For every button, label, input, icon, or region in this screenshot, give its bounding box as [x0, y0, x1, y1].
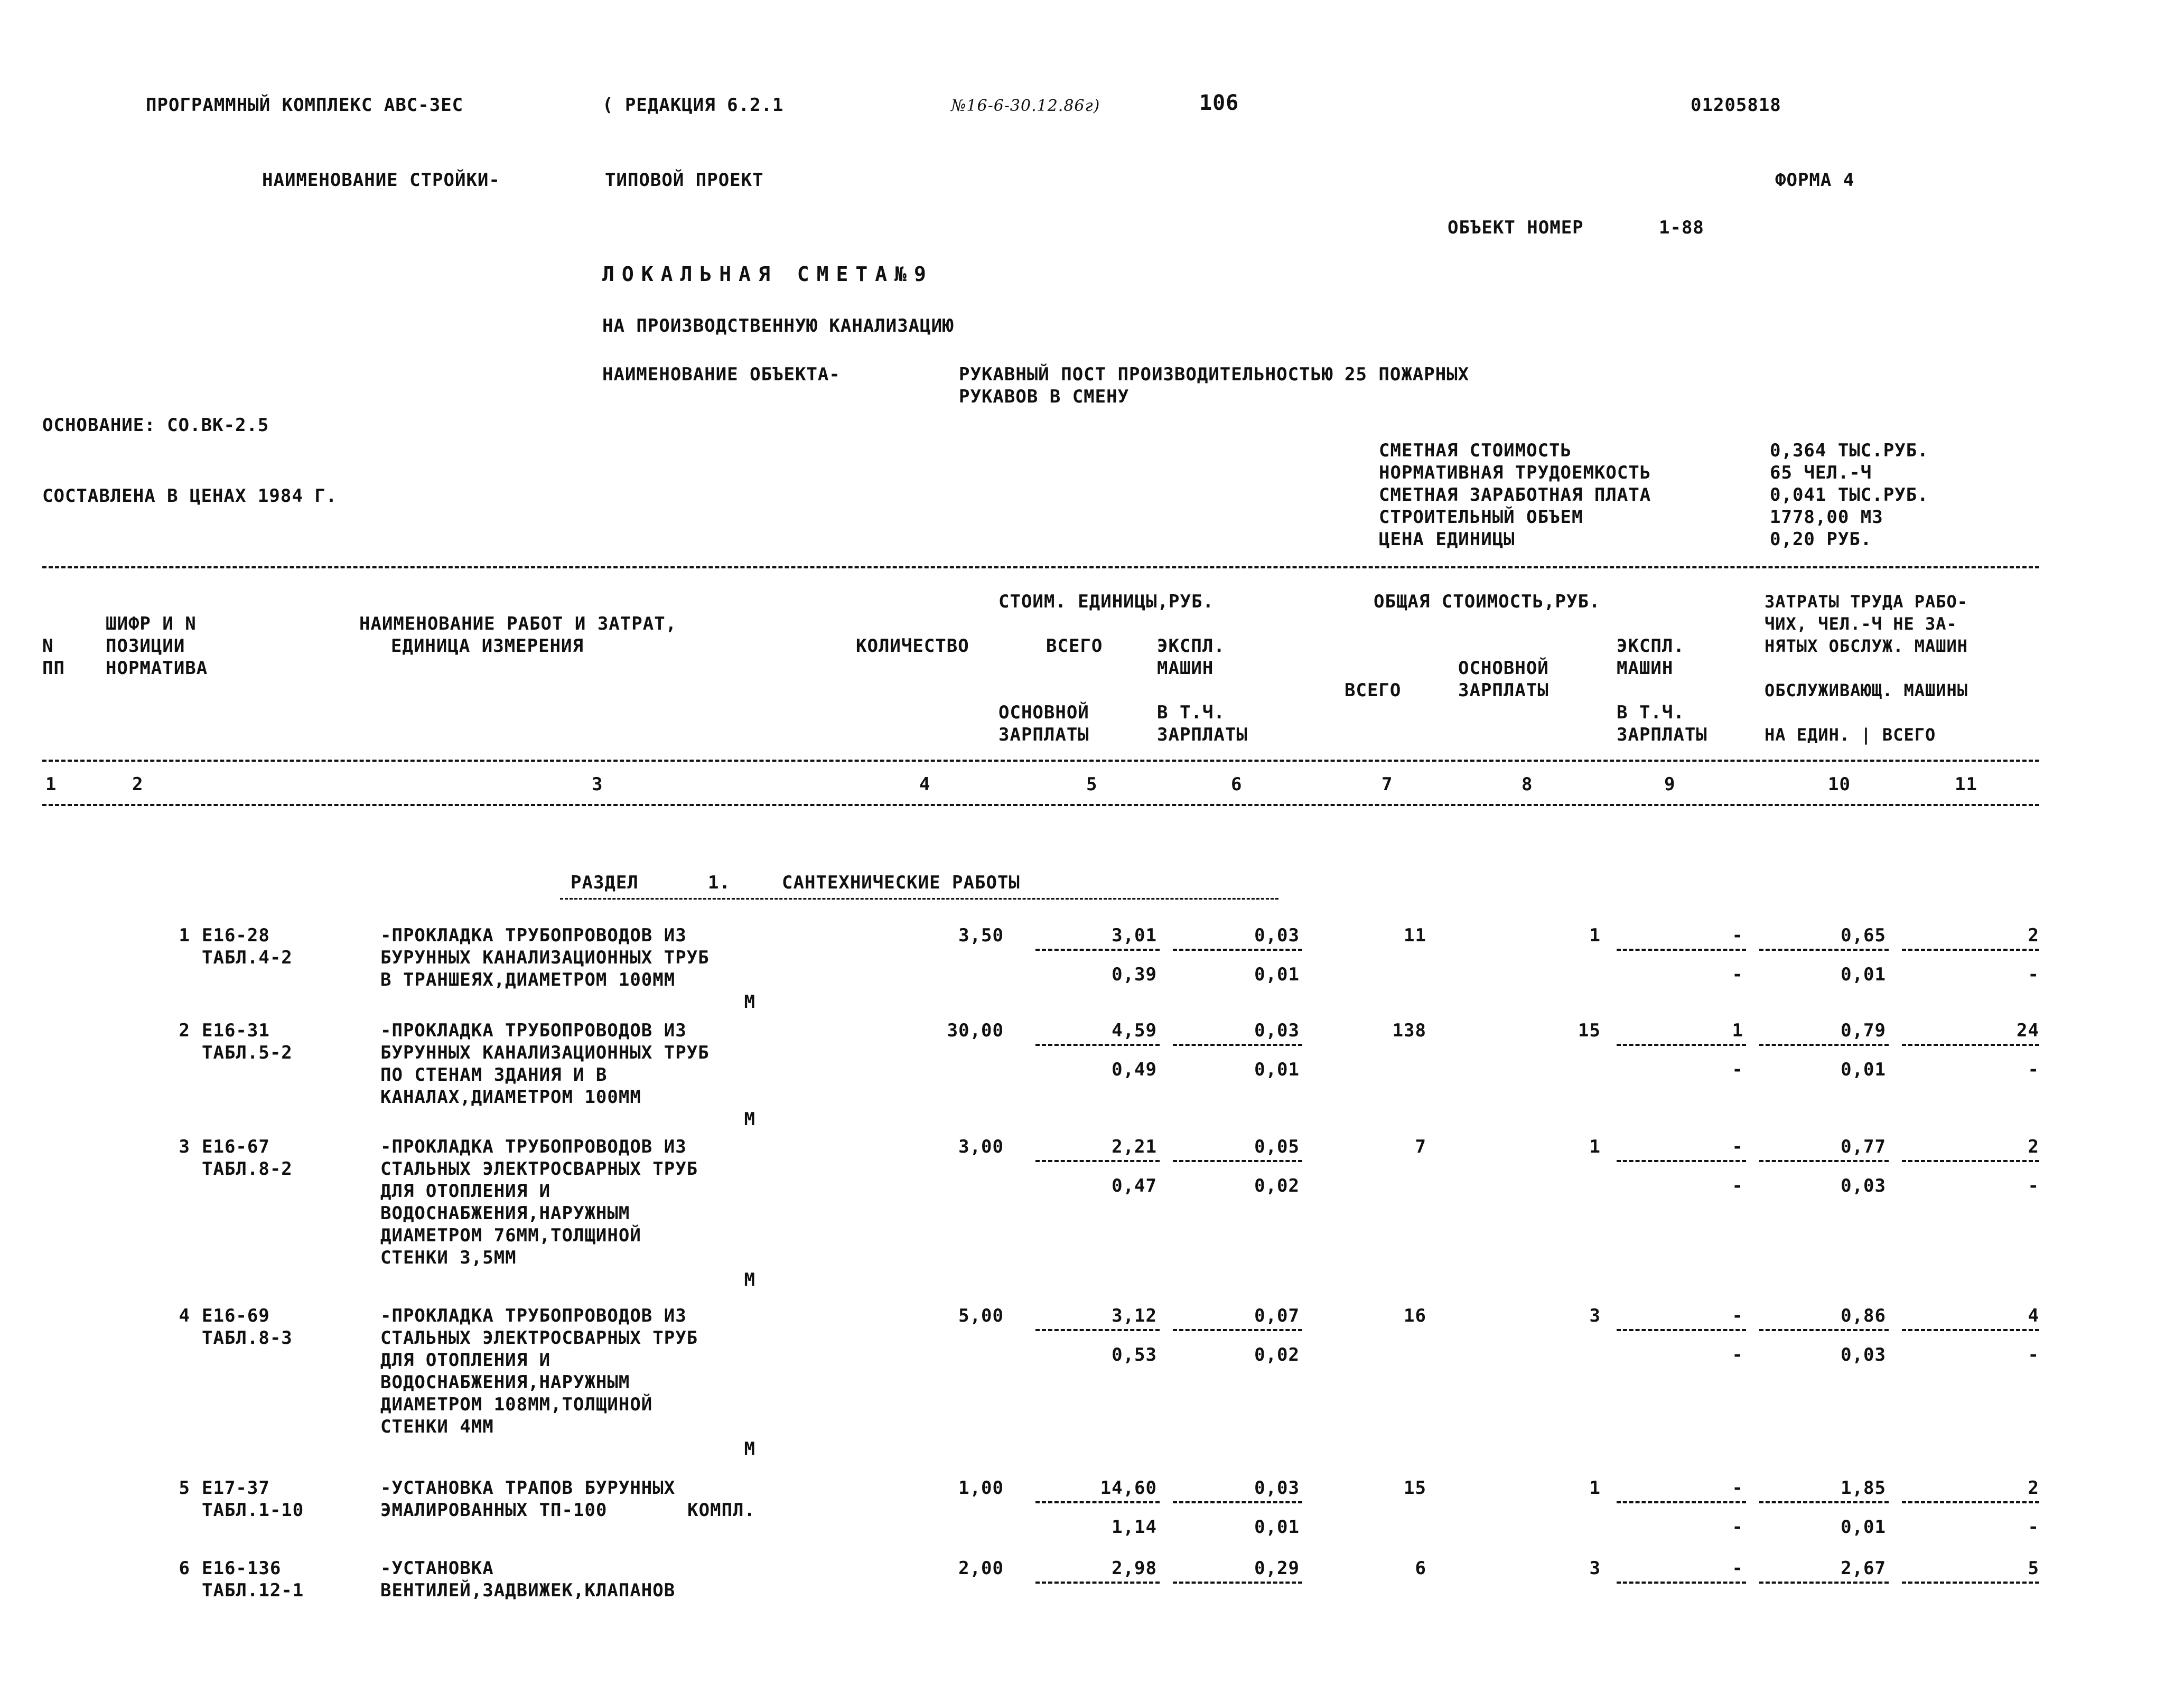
row-labor-total-2: - [2028, 1344, 2039, 1365]
row-unit-machines: 0,03 [1254, 1020, 1300, 1041]
subtotal-dash-line [1902, 949, 2039, 951]
subtotal-dash-line [1759, 1044, 1889, 1046]
row-total-all: 11 [1404, 925, 1426, 946]
doc-code: 01205818 [1691, 95, 1781, 116]
subtotal-dash-line [1902, 1582, 2039, 1584]
summary-value: 65 ЧЕЛ.-Ч [1770, 462, 1872, 483]
unit-cost-header: СТОИМ. ЕДИНИЦЫ,РУБ. [998, 591, 1214, 612]
row-unit-incl: 0,01 [1254, 964, 1300, 985]
row-labor-unit: 2,67 [1841, 1558, 1886, 1579]
row-code: Е16-69 [202, 1305, 270, 1326]
row-table: ТАБЛ.5-2 [202, 1042, 293, 1063]
object-name-line1: РУКАВНЫЙ ПОСТ ПРОИЗВОДИТЕЛЬНОСТЬЮ 25 ПОЖАРНЫХ [959, 364, 1470, 385]
row-quantity: 3,50 [958, 925, 1004, 946]
row-number: 3 [179, 1136, 190, 1157]
summary-label: СМЕТНАЯ СТОИМОСТЬ [1379, 440, 1572, 461]
row-quantity: 1,00 [958, 1477, 1004, 1499]
subtotal-dash-line [1173, 1501, 1302, 1503]
column-number: 5 [1086, 774, 1098, 795]
row-unit-machines: 0,03 [1254, 925, 1300, 946]
subtotal-dash-line [1617, 1160, 1746, 1162]
row-description-line: СТЕНКИ 4ММ [380, 1416, 494, 1437]
row-total-incl: - [1732, 1517, 1743, 1538]
row-total-all: 15 [1404, 1477, 1426, 1499]
row-description-line: -ПРОКЛАДКА ТРУБОПРОВОДОВ ИЗ [380, 1020, 687, 1041]
form-label: ФОРМА 4 [1775, 170, 1855, 191]
row-description-line: КАНАЛАХ,ДИАМЕТРОМ 100ММ [380, 1087, 641, 1108]
summary-value: 0,364 ТЫС.РУБ. [1770, 440, 1929, 461]
row-unit-total: 14,60 [1100, 1477, 1157, 1499]
column-number: 3 [592, 774, 603, 795]
row-number: 2 [179, 1020, 190, 1041]
unit-basic-header: ЗАРПЛАТЫ [998, 724, 1089, 745]
row-unit-basic: 0,47 [1112, 1175, 1157, 1196]
col-number-header: N [42, 635, 54, 657]
row-table: ТАБЛ.8-2 [202, 1158, 293, 1180]
row-number: 5 [179, 1477, 190, 1499]
row-table: ТАБЛ.8-3 [202, 1327, 293, 1349]
row-labor-unit: 0,65 [1841, 925, 1886, 946]
row-total-basic: 15 [1578, 1020, 1601, 1041]
subtotal-dash-line [1617, 1044, 1746, 1046]
unit-machines-header: ЭКСПЛ. [1157, 635, 1225, 657]
column-number: 10 [1828, 774, 1851, 795]
page-number: 106 [1199, 91, 1239, 115]
column-number: 8 [1522, 774, 1533, 795]
row-total-machines: 1 [1732, 1020, 1743, 1041]
subtotal-dash-line [1902, 1044, 2039, 1046]
col-code-header: ШИФР И N [106, 613, 197, 634]
row-unit-machines: 0,07 [1254, 1305, 1300, 1326]
row-total-machines: - [1732, 1136, 1743, 1157]
row-unit-incl: 0,02 [1254, 1175, 1300, 1196]
row-total-incl: - [1732, 1344, 1743, 1365]
subtotal-dash-line [1035, 1160, 1160, 1162]
total-machines-header: МАШИН [1617, 658, 1674, 679]
summary-value: 0,041 ТЫС.РУБ. [1770, 484, 1929, 506]
row-number: 4 [179, 1305, 190, 1326]
row-unit-machines: 0,03 [1254, 1477, 1300, 1499]
row-unit-total: 3,01 [1112, 925, 1157, 946]
row-total-incl: - [1732, 964, 1743, 985]
row-labor-total-2: - [2028, 964, 2039, 985]
labor-header: ОБСЛУЖИВАЮЩ. МАШИНЫ [1765, 680, 1968, 700]
row-labor-total: 2 [2028, 1477, 2039, 1499]
row-labor-unit-2: 0,01 [1841, 964, 1886, 985]
row-description-line: ЭМАЛИРОВАННЫХ ТП-100 [380, 1500, 608, 1521]
row-labor-total: 2 [2028, 1136, 2039, 1157]
row-unit-total: 2,98 [1112, 1558, 1157, 1579]
row-description-line: -УСТАНОВКА ТРАПОВ БУРУННЫХ [380, 1477, 676, 1499]
row-total-machines: - [1732, 1477, 1743, 1499]
object-name-label: НАИМЕНОВАНИЕ ОБЪЕКТА- [602, 364, 841, 385]
subtotal-dash-line [1617, 1501, 1746, 1503]
row-total-machines: - [1732, 1558, 1743, 1579]
row-description-line: ДЛЯ ОТОПЛЕНИЯ И [380, 1350, 551, 1371]
subtotal-dash-line [1759, 949, 1889, 951]
row-total-basic: 1 [1589, 1136, 1601, 1157]
header-bottom-rule [42, 760, 2039, 762]
row-labor-unit-2: 0,01 [1841, 1059, 1886, 1080]
row-labor-unit: 0,77 [1841, 1136, 1886, 1157]
col-qty-header: КОЛИЧЕСТВО [856, 635, 969, 657]
unit-machines-header: МАШИН [1157, 658, 1214, 679]
unit-basic-header: ОСНОВНОЙ [998, 702, 1089, 723]
row-total-basic: 3 [1589, 1305, 1601, 1326]
row-code: Е16-67 [202, 1136, 270, 1157]
construction-value: ТИПОВОЙ ПРОЕКТ [605, 170, 764, 191]
row-total-incl: - [1732, 1175, 1743, 1196]
row-quantity: 3,00 [958, 1136, 1004, 1157]
section-label: РАЗДЕЛ [571, 872, 639, 893]
total-incl-header: В Т.Ч. [1617, 702, 1685, 723]
row-description-line: ДИАМЕТРОМ 76ММ,ТОЛЩИНОЙ [380, 1225, 641, 1246]
row-total-all: 16 [1404, 1305, 1426, 1326]
document-subtitle: НА ПРОИЗВОДСТВЕННУЮ КАНАЛИЗАЦИЮ [602, 315, 954, 336]
row-labor-total: 4 [2028, 1305, 2039, 1326]
total-basic-header: ЗАРПЛАТЫ [1458, 680, 1549, 701]
row-labor-total-2: - [2028, 1175, 2039, 1196]
row-total-machines: - [1732, 1305, 1743, 1326]
row-quantity: 5,00 [958, 1305, 1004, 1326]
subtotal-dash-line [1035, 1329, 1160, 1331]
summary-label: ЦЕНА ЕДИНИЦЫ [1379, 529, 1515, 550]
subtotal-dash-line [1902, 1501, 2039, 1503]
row-total-basic: 3 [1589, 1558, 1601, 1579]
row-labor-total: 24 [2017, 1020, 2039, 1041]
row-quantity: 30,00 [947, 1020, 1004, 1041]
total-incl-header: ЗАРПЛАТЫ [1617, 724, 1707, 745]
subtotal-dash-line [1035, 949, 1160, 951]
row-description-line: ДИАМЕТРОМ 108ММ,ТОЛЩИНОЙ [380, 1394, 653, 1415]
subtotal-dash-line [1617, 949, 1746, 951]
object-number-label: ОБЪЕКТ НОМЕР [1448, 217, 1584, 238]
subtotal-dash-line [1173, 1582, 1302, 1584]
row-labor-unit: 1,85 [1841, 1477, 1886, 1499]
total-machines-header: ЭКСПЛ. [1617, 635, 1685, 657]
row-total-basic: 1 [1589, 925, 1601, 946]
subtotal-dash-line [1617, 1582, 1746, 1584]
row-description-line: СТАЛЬНЫХ ЭЛЕКТРОСВАРНЫХ ТРУБ [380, 1158, 698, 1180]
column-number: 4 [919, 774, 931, 795]
row-description-line: СТЕНКИ 3,5ММ [380, 1247, 517, 1268]
row-description-line: ВОДОСНАБЖЕНИЯ,НАРУЖНЫМ [380, 1203, 630, 1224]
row-labor-unit-2: 0,03 [1841, 1344, 1886, 1365]
row-description-line: ПО СТЕНАМ ЗДАНИЯ И В [380, 1064, 608, 1086]
subtotal-dash-line [1759, 1501, 1889, 1503]
section-name: САНТЕХНИЧЕСКИЕ РАБОТЫ [782, 872, 1020, 893]
row-table: ТАБЛ.4-2 [202, 947, 293, 968]
summary-label: СТРОИТЕЛЬНЫЙ ОБЪЕМ [1379, 507, 1583, 528]
row-code: Е16-31 [202, 1020, 270, 1041]
subtotal-dash-line [1759, 1329, 1889, 1331]
row-unit-total: 2,21 [1112, 1136, 1157, 1157]
row-unit-basic: 0,53 [1112, 1344, 1157, 1365]
subtotal-dash-line [1173, 1329, 1302, 1331]
column-number: 11 [1955, 774, 1977, 795]
row-unit: КОМПЛ. [687, 1500, 755, 1521]
row-description-line: -ПРОКЛАДКА ТРУБОПРОВОДОВ ИЗ [380, 1305, 687, 1326]
row-total-incl: - [1732, 1059, 1743, 1080]
section-underline [560, 898, 1278, 900]
row-code: Е17-37 [202, 1477, 270, 1499]
row-unit-total: 4,59 [1112, 1020, 1157, 1041]
row-unit-basic: 0,39 [1112, 964, 1157, 985]
row-table: ТАБЛ.12-1 [202, 1580, 304, 1601]
subtotal-dash-line [1902, 1160, 2039, 1162]
row-code: Е16-28 [202, 925, 270, 946]
summary-label: СМЕТНАЯ ЗАРАБОТНАЯ ПЛАТА [1379, 484, 1651, 506]
document-title: ЛОКАЛЬНАЯ СМЕТА№9 [602, 263, 934, 286]
subtotal-dash-line [1173, 949, 1302, 951]
row-unit-basic: 1,14 [1112, 1517, 1157, 1538]
column-number: 9 [1664, 774, 1676, 795]
basis: ОСНОВАНИЕ: СО.ВК-2.5 [42, 415, 269, 436]
row-quantity: 2,00 [958, 1558, 1004, 1579]
labor-header: НЯТЫХ ОБСЛУЖ. МАШИН [1765, 636, 1968, 656]
unit-incl-header: ЗАРПЛАТЫ [1157, 724, 1248, 745]
row-unit-incl: 0,01 [1254, 1517, 1300, 1538]
row-description-line: СТАЛЬНЫХ ЭЛЕКТРОСВАРНЫХ ТРУБ [380, 1327, 698, 1349]
subtotal-dash-line [1035, 1582, 1160, 1584]
summary-value: 0,20 РУБ. [1770, 529, 1872, 550]
row-description-line: БУРУННЫХ КАНАЛИЗАЦИОННЫХ ТРУБ [380, 1042, 710, 1063]
subtotal-dash-line [1902, 1329, 2039, 1331]
object-number: 1-88 [1659, 217, 1704, 238]
row-description-line: ВОДОСНАБЖЕНИЯ,НАРУЖНЫМ [380, 1372, 630, 1393]
row-unit-total: 3,12 [1112, 1305, 1157, 1326]
row-labor-total-2: - [2028, 1059, 2039, 1080]
row-total-all: 7 [1415, 1136, 1426, 1157]
program-name: ПРОГРАММНЫЙ КОМПЛЕКС АВС-3ЕС [146, 95, 464, 116]
row-unit-machines: 0,05 [1254, 1136, 1300, 1157]
col-name-header: НАИМЕНОВАНИЕ РАБОТ И ЗАТРАТ, [359, 613, 677, 634]
labor-header: ЗАТРАТЫ ТРУДА РАБО- [1765, 592, 1968, 612]
row-code: Е16-136 [202, 1558, 282, 1579]
row-labor-unit: 0,86 [1841, 1305, 1886, 1326]
total-basic-header: ОСНОВНОЙ [1458, 658, 1549, 679]
row-labor-unit-2: 0,03 [1841, 1175, 1886, 1196]
section-number: 1. [708, 872, 731, 893]
row-unit: М [744, 1438, 755, 1460]
summary-value: 1778,00 М3 [1770, 507, 1883, 528]
subtotal-dash-line [1173, 1044, 1302, 1046]
column-number: 6 [1231, 774, 1243, 795]
col-code-header: ПОЗИЦИИ [106, 635, 185, 657]
unit-total-header: ВСЕГО [1046, 635, 1103, 657]
row-labor-total: 5 [2028, 1558, 2039, 1579]
column-number: 2 [132, 774, 144, 795]
labor-header: ЧИХ, ЧЕЛ.-Ч НЕ ЗА- [1765, 614, 1957, 634]
subtotal-dash-line [1035, 1501, 1160, 1503]
row-unit: М [744, 991, 755, 1013]
row-total-basic: 1 [1589, 1477, 1601, 1499]
subtotal-dash-line [1759, 1582, 1889, 1584]
row-total-all: 138 [1392, 1020, 1426, 1041]
row-unit-incl: 0,01 [1254, 1059, 1300, 1080]
column-numbers-rule [42, 804, 2039, 806]
column-number: 1 [45, 774, 57, 795]
handwritten-note: №16-6-30.12.86г) [951, 97, 1100, 115]
row-labor-unit: 0,79 [1841, 1020, 1886, 1041]
object-name-line2: РУКАВОВ В СМЕНУ [959, 386, 1130, 407]
total-cost-header: ОБЩАЯ СТОИМОСТЬ,РУБ. [1374, 591, 1601, 612]
edition: ( РЕДАКЦИЯ 6.2.1 [602, 95, 784, 116]
labor-header: НА ЕДИН. | ВСЕГО [1765, 725, 1936, 745]
row-number: 6 [179, 1558, 190, 1579]
row-description-line: -УСТАНОВКА [380, 1558, 494, 1579]
row-description-line: -ПРОКЛАДКА ТРУБОПРОВОДОВ ИЗ [380, 925, 687, 946]
row-description-line: В ТРАНШЕЯХ,ДИАМЕТРОМ 100ММ [380, 969, 676, 990]
row-total-all: 6 [1415, 1558, 1426, 1579]
row-table: ТАБЛ.1-10 [202, 1500, 304, 1521]
row-unit-basic: 0,49 [1112, 1059, 1157, 1080]
col-name-header: ЕДИНИЦА ИЗМЕРЕНИЯ [391, 635, 584, 657]
subtotal-dash-line [1035, 1044, 1160, 1046]
total-all-header: ВСЕГО [1345, 680, 1402, 701]
row-unit: М [744, 1269, 755, 1290]
construction-label: НАИМЕНОВАНИЕ СТРОЙКИ- [262, 170, 500, 191]
prices-note: СОСТАВЛЕНА В ЦЕНАХ 1984 Г. [42, 485, 338, 507]
row-description-line: БУРУННЫХ КАНАЛИЗАЦИОННЫХ ТРУБ [380, 947, 710, 968]
subtotal-dash-line [1173, 1160, 1302, 1162]
row-labor-total-2: - [2028, 1517, 2039, 1538]
row-description-line: ВЕНТИЛЕЙ,ЗАДВИЖЕК,КЛАПАНОВ [380, 1580, 676, 1601]
row-labor-total: 2 [2028, 925, 2039, 946]
row-labor-unit-2: 0,01 [1841, 1517, 1886, 1538]
column-number: 7 [1382, 774, 1393, 795]
subtotal-dash-line [1617, 1329, 1746, 1331]
table-top-rule [42, 566, 2039, 568]
col-code-header: НОРМАТИВА [106, 658, 208, 679]
row-unit: М [744, 1109, 755, 1130]
row-total-machines: - [1732, 925, 1743, 946]
row-description-line: ДЛЯ ОТОПЛЕНИЯ И [380, 1181, 551, 1202]
subtotal-dash-line [1759, 1160, 1889, 1162]
row-unit-incl: 0,02 [1254, 1344, 1300, 1365]
col-number-header: ПП [42, 658, 65, 679]
unit-incl-header: В Т.Ч. [1157, 702, 1225, 723]
summary-label: НОРМАТИВНАЯ ТРУДОЕМКОСТЬ [1379, 462, 1651, 483]
row-unit-machines: 0,29 [1254, 1558, 1300, 1579]
row-description-line: -ПРОКЛАДКА ТРУБОПРОВОДОВ ИЗ [380, 1136, 687, 1157]
row-number: 1 [179, 925, 190, 946]
